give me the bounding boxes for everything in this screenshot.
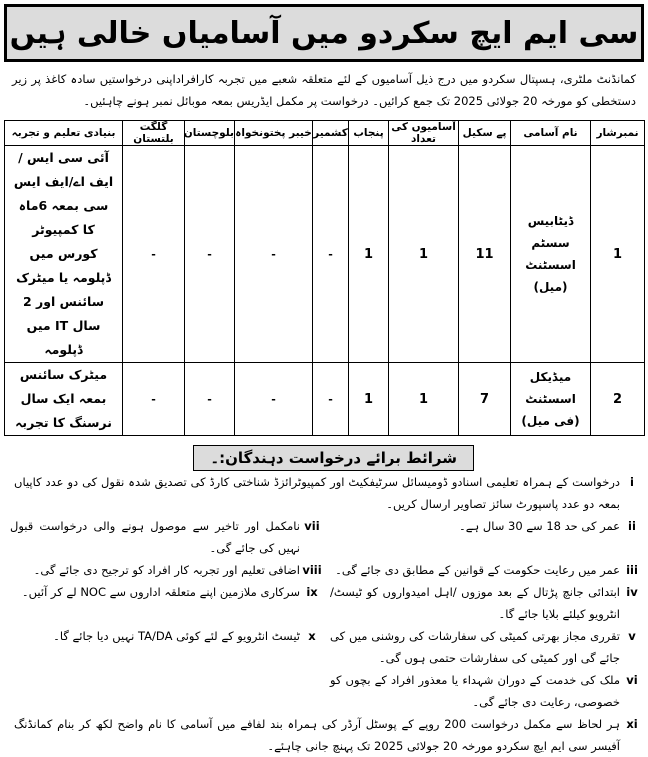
cell-kashmir: - xyxy=(313,146,349,363)
condition-number: vi xyxy=(626,673,638,687)
condition-number: ii xyxy=(628,519,636,533)
condition-iv xyxy=(324,581,644,625)
cell-qualification: آئی سی ایس /ایف اے/ایف ایس سی بمعہ 6ماہ کا کمپیوٹر کورس میں ڈپلومہ یا میٹرک سائنس اور 2 سال IT میں ڈپلومہ xyxy=(5,146,123,363)
condition-text: تقرری مجاز بھرتی کمیٹی کی سفارشات کی روشنی میں کی جائے گی اور کمیٹی کی سفارشات حتمی ہوں گی۔ xyxy=(330,629,620,665)
header-balochistan: بلوچستان xyxy=(185,121,235,146)
condition-row xyxy=(4,581,644,625)
condition-text: درخواست کے ہمراہ تعلیمی اسنادو ڈومیسائل سرٹیفکیٹ اور کمپیوٹرائزڈ شناختی کارڈ کی تصدیق شدہ نقول کی دو عدد کاپیاں بمعہ دو عدد پاسپورٹ سائز تصاویر ارسال کریں۔ xyxy=(14,475,620,511)
cell-gilgit: - xyxy=(123,363,185,436)
cell-balochistan: - xyxy=(185,363,235,436)
condition-text: اضافی تعلیم اور تجربہ کار افراد کو ترجیح دی جائے گی۔ xyxy=(33,563,300,577)
table-header-row xyxy=(5,121,645,146)
condition-number: iv xyxy=(626,585,638,599)
condition-xi xyxy=(4,713,644,757)
intro-paragraph: کمانڈنٹ ملٹری، ہسپتال سکردو میں درج ذیل آسامیوں کے لئے متعلقہ شعبے میں تجربہ کارافراداپنی درخواستیں سادہ کاغذ پر زیر دستخطی کو مورخہ 20 جولائی 2025 تک جمع کرائیں۔ درخواست پر مکمل ایڈریس بمعہ موبائل نمبر ہونے چاہئیں۔ xyxy=(12,72,636,108)
condition-number: iii xyxy=(626,563,638,577)
cell-punjab: 1 xyxy=(349,363,389,436)
table-row xyxy=(5,363,645,436)
cell-vacancies: 1 xyxy=(389,363,459,436)
condition-number: vii xyxy=(304,519,320,533)
condition-number: x xyxy=(308,629,316,643)
cell-kpk: - xyxy=(235,146,313,363)
condition-text: عمر میں رعایت حکومت کے قوانین کے مطابق دی جائے گی۔ xyxy=(335,563,620,577)
condition-text: ابتدائی جانچ پڑتال کے بعد موزوں /اہل امیدواروں کو ٹیسٹ/ انٹرویو کیلئے بلایا جائے گا۔ xyxy=(330,585,620,621)
condition-i xyxy=(4,471,644,515)
header-scale: پے سکیل xyxy=(459,121,511,146)
condition-ii xyxy=(324,515,644,537)
condition-vi xyxy=(324,669,644,713)
condition-text: عمر کی حد 18 سے 30 سال ہے۔ xyxy=(458,519,620,533)
condition-iii xyxy=(324,559,644,581)
cell-punjab: 1 xyxy=(349,146,389,363)
condition-number: i xyxy=(630,475,634,489)
condition-row xyxy=(4,625,644,669)
header-vacancies: آسامیوں کی تعداد xyxy=(389,121,459,146)
cell-qualification: میٹرک سائنس بمعہ ایک سال نرسنگ کا تجربہ xyxy=(5,363,123,436)
condition-ix xyxy=(4,581,324,603)
header-post: نام آسامی xyxy=(511,121,591,146)
cell-kpk: - xyxy=(235,363,313,436)
condition-number: ix xyxy=(306,585,318,599)
cell-post: میڈیکل اسسٹنٹ (فی میل) xyxy=(511,363,591,436)
cell-scale: 7 xyxy=(459,363,511,436)
conditions-list xyxy=(4,471,644,757)
conditions-heading-wrap xyxy=(4,445,644,471)
vacancies-table xyxy=(4,120,645,436)
cell-post: ڈیٹابیس سسٹم اسسٹنٹ (میل) xyxy=(511,146,591,363)
header-kpk: خیبر پختونخواہ xyxy=(235,121,313,146)
header-gilgit: گلگت بلتستان xyxy=(123,121,185,146)
condition-text: ہر لحاظ سے مکمل درخواست 200 روپے کے پوسٹل آرڈر کی ہمراہ بند لفافے میں آسامی کا نام واضح لکھ کر بنام کمانڈنگ آفیسر سی ایم ایچ سکردو مورخہ 20 جولائی 2025 تک پہنچ جانی چاہئے۔ xyxy=(14,717,620,753)
condition-text: نامکمل اور تاخیر سے موصول ہونے والی درخواست قبول نہیں کی جائے گی۔ xyxy=(10,519,300,555)
header-serial: نمبرشار xyxy=(591,121,645,146)
header-kashmir: کشمیر xyxy=(313,121,349,146)
cell-balochistan: - xyxy=(185,146,235,363)
conditions-heading: شرائط برائے درخواست دہندگان:۔ xyxy=(193,445,474,471)
condition-vii xyxy=(4,515,324,559)
header-punjab: پنجاب xyxy=(349,121,389,146)
condition-row xyxy=(4,559,644,581)
cell-scale: 11 xyxy=(459,146,511,363)
condition-text: ٹیسٹ انٹرویو کے لئے کوئی TA/DA نہیں دیا جائے گا۔ xyxy=(53,629,300,643)
condition-text: سرکاری ملازمین اپنے متعلقہ اداروں سے NOC لے کر آئیں۔ xyxy=(21,585,300,599)
condition-x xyxy=(4,625,324,647)
condition-number: xi xyxy=(626,717,638,731)
cell-serial: 2 xyxy=(591,363,645,436)
header-qualification: بنیادی تعلیم و تجربہ xyxy=(5,121,123,146)
condition-v xyxy=(324,625,644,669)
condition-row xyxy=(4,515,644,559)
condition-text: ملک کی خدمت کے دوران شہداء یا معذور افراد کے بچوں کو خصوصی، رعایت دی جائے گی۔ xyxy=(330,673,620,709)
page-title: سی ایم ایچ سکردو میں آسامیاں خالی ہیں xyxy=(4,4,644,62)
table-row xyxy=(5,146,645,363)
condition-number: v xyxy=(628,629,636,643)
cell-kashmir: - xyxy=(313,363,349,436)
cell-serial: 1 xyxy=(591,146,645,363)
cell-gilgit: - xyxy=(123,146,185,363)
condition-number: viii xyxy=(302,563,322,577)
cell-vacancies: 1 xyxy=(389,146,459,363)
condition-viii xyxy=(4,559,324,581)
